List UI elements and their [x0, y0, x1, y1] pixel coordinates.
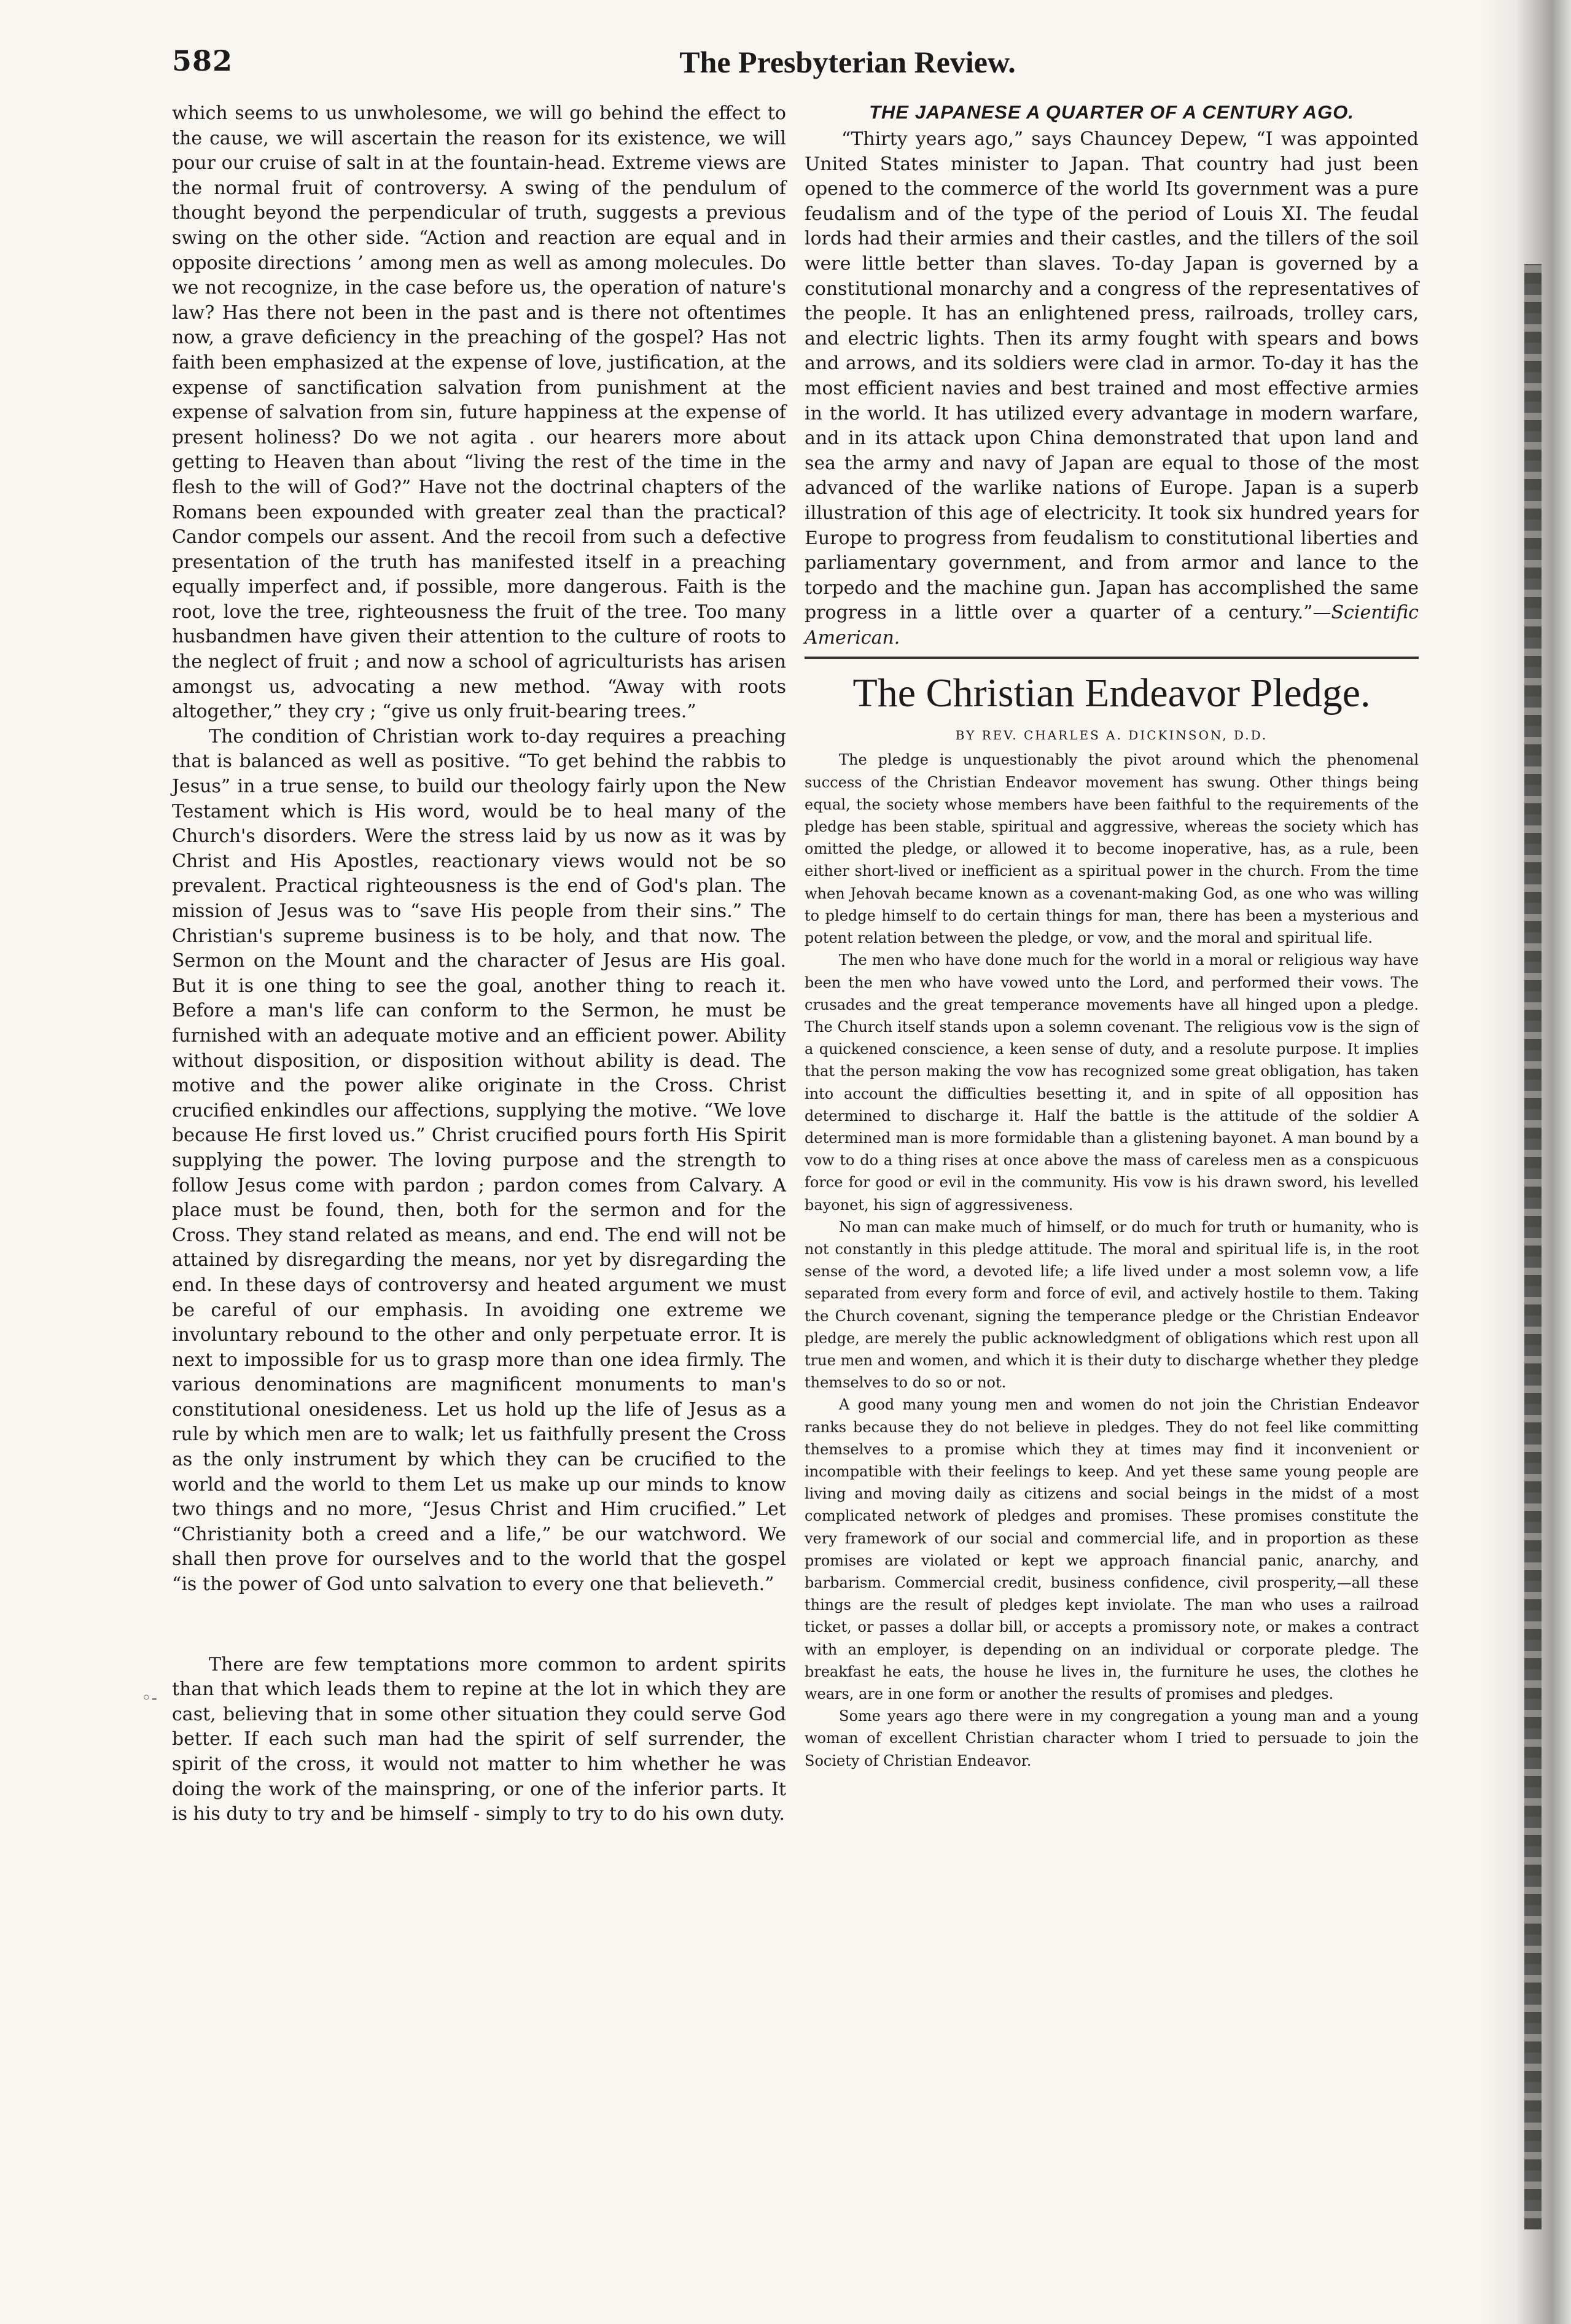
- article-paragraph-3: No man can make much of himself, or do much for truth or humanity, who is not constantly in this pledge attitude. The moral and spiritual life is, in the root sense of the word, a devoted life; a life lived under a most solemn vow, a life separated from every form and force of evil, and actively hostile to them. Taking the Church covenant, signing the temperance pledge or the Christian Endeavor pledge, are merely the public acknowledgment of obligations which rest upon all true men and women, and which it is their duty to discharge whether they pledge themselves to do so or not.: [805, 1218, 1419, 1392]
- japan-text: “Thirty years ago,” says Chauncey Depew, “I was appointed United States minister to Japan. That country had just been opened to the commerce of the world Its government was a pure feudalism and of the type of the period of Louis XI. The feudal lords had their armies and their castles, and the tillers of the soil were little better than slaves. To-day Japan is governed by a constitutional monarchy and a congress of the representatives of the people. It has an enlightened press, railroads, trolley cars, and electric lights. Then its army fought with spears and bows and arrows, and its soldiers were clad in armor. To-day it has the most efficient navies and best trained and most effective armies in the world. It has utilized every advantage in modern warfare, and in its attack upon China demonstrated that upon land and sea the army and navy of Japan are equal to those of the most advanced of the warlike nations of Europe. Japan is a superb illustration of this age of electricity. It took six hundred years for Europe to progress from feudalism to constitutional liberties and parliamentary government, and from armor and lance to the torpedo and the machine gun. Japan has accomplished the same progress in a little over a quarter of a century.”—: [805, 128, 1419, 624]
- article-paragraph-1: The pledge is unquestionably the pivot around which the phenomenal success of the Christian Endeavor movement has swung. Other things being equal, the society whose members have been faithful to the requirements of the pledge has been stable, spiritual and aggressive, whereas the society which has omitted the pledge, or allowed it to become inoperative, has, as a rule, been either short-lived or inefficient as a spiritual power in the church. From the time when Jehovah became known as a covenant-making God, as one who was willing to pledge himself to do certain things for man, there has been a mysterious and potent relation between the pledge, or vow, and the moral and spiritual life.: [805, 751, 1419, 947]
- binding-streak: [1524, 264, 1542, 2229]
- article-paragraph-4: A good many young men and women do not join the Christian Endeavor ranks because they do not believe in pledges. They do not feel like committing themselves to a promise which they at times may find it inconvenient or incompatible with their feelings to keep. And yet these same young people are living and moving daily as citizens and social beings in the midst of a most complicated network of pledges and promises. These promises constitute the very framework of our social and commercial life, and in proportion as these promises are violated or kept we approach financial panic, anarchy, and barbarism. Commercial credit, business confidence, civil prosperity,—all these things are the result of pledges kept inviolate. The man who uses a railroad ticket, or passes a dollar bill, or accepts a promissory note, or makes a contract with an employer, is depending on an individual or corporate pledge. The breakfast he eats, the house he lives in, the furniture he uses, the clothes he wears, are in one form or another the results of promises and pledges.: [805, 1396, 1419, 1702]
- japan-paragraph: [805, 127, 1419, 650]
- margin-mark-icon: ◦-: [141, 1688, 157, 1708]
- section-heading: THE JAPANESE A QUARTER OF A CENTURY AGO.: [869, 101, 1354, 123]
- left-paragraph-2: The condition of Christian work to-day requires a preaching that is balanced as well as positive. “To get behind the rabbis to Jesus” in a true sense, to build our theology fairly upon the New Testament which is His word, would be to heal many of the Church's disorders. Were the stress laid by us now as it was by Christ and His Apostles, reactionary views would not be so prevalent. Practical righteousness is the end of God's plan. The mission of Jesus was to “save His people from their sins.” The Christian's supreme business is to be holy, and that now. The Sermon on the Mount and the character of Jesus are His goal. But it is one thing to see the goal, another thing to reach it. Before a man's life can conform to the Sermon, he must be furnished with an adequate motive and an efficient power. Ability without disposition, or disposition without ability is dead. The motive and the power alike originate in the Cross. Christ crucified enkindles our affections, supplying the motive. “We love because He first loved us.” Christ crucified pours forth His Spirit supplying the power. The loving purpose and the strength to follow Jesus come with pardon ; pardon comes from Calvary. A place must be found, then, both for the sermon and for the Cross. They stand related as means, and end. The end will not be attained by disregarding the means, nor yet by disregarding the end. In these days of controversy and heated argument we must be careful of our emphasis. In avoiding one extreme we involuntary rebound to the other and only perpetuate error. It is next to impossible for us to grasp more than one idea firmly. The various denominations are magnificent monuments to man's constitutional onesideness. Let us hold up the life of Jesus as a rule by which men are to walk; let us faithfully present the Cross as the only instrument by which they can be crucified to the world and the world to them Let us make up our minds to know two things and no more, “Jesus Christ and Him crucified.” Let “Christianity both a creed and a life,” be our watchword. We shall then prove for ourselves and to the world that the gospel “is the power of God unto salvation to every one that believeth.”: [172, 725, 786, 1596]
- page-header: [172, 44, 1400, 87]
- paragraph-gap: [172, 1597, 786, 1653]
- article-paragraph-2: The men who have done much for the world in a moral or religious way have been the men who have vowed unto the Lord, and performed their vows. The crusades and the great temperance movements have all hinged upon a pledge. The Church itself stands upon a solemn covenant. The religious vow is the sign of a quickened conscience, a keen sense of duty, and a resolute purpose. It implies that the person making the vow has recognized some great obligation, has taken into account the difficulties besetting it, and in spite of all opposition has determined to discharge it. Half the battle is the attitude of the soldier A determined man is more formidable than a glistening bayonet. A man bound by a vow to do a thing rises at once above the mass of careless men as a conspicuous force for good or evil in the community. His vow is his drawn sword, his levelled bayonet, his sign of aggressiveness.: [805, 951, 1419, 1214]
- left-column: [172, 101, 786, 1827]
- source-attribution: Scientific American.: [805, 602, 1419, 649]
- page-number: 582: [172, 44, 233, 77]
- article-title: The Christian Endeavor Pledge.: [852, 671, 1371, 716]
- article-paragraph-5: Some years ago there were in my congregation a young man and a young woman of excellent Christian character whom I tried to persuade to join the Society of Christian Endeavor.: [805, 1707, 1419, 1769]
- left-paragraph-3: There are few temptations more common to ardent spirits than that which leads them to repine at the lot in which they are cast, believing that in some other situation they could serve God better. If each such man had the spirit of self surrender, the spirit of the cross, it would not matter to him whether he was doing the work of the mainspring, or one of the inferior parts. It is his duty to try and be himself - simply to try to do his own duty.: [172, 1653, 786, 1825]
- section-divider: [805, 657, 1419, 659]
- byline: BY REV. CHARLES A. DICKINSON, D.D.: [955, 728, 1268, 743]
- right-column: [805, 101, 1419, 1772]
- running-title: The Presbyterian Review.: [679, 45, 1016, 79]
- left-paragraph-1: which seems to us unwholesome, we will go behind the effect to the cause, we will ascertain the reason for its existence, we will pour our cruise of salt in at the fountain-head. Extreme views are the normal fruit of controversy. A swing of the pendulum of thought beyond the perpendicular of truth, suggests a previous swing on the other side. “Action and reaction are equal and in opposite directions ’ among men as well as among molecules. Do we not recognize, in the case before us, the operation of nature's law? Has there not been in the past and is there not oftentimes now, a grave deficiency in the preaching of the gospel? Has not faith been emphasized at the expense of love, justification, at the expense of sanctification salvation from punishment at the expense of salvation from sin, future happiness at the expense of present holiness? Do we not agita . our hearers more about getting to Heaven than about “living the rest of the time in the flesh to the will of God?” Have not the doctrinal chapters of the Romans been expounded with greater zeal than the practical? Candor compels our assent. And the recoil from such a defective presentation of the truth has manifested itself in a preaching equally imperfect and, if possible, more dangerous. Faith is the root, love the tree, righteousness the fruit of the tree. Too many husbandmen have given their attention to the culture of roots to the neglect of fruit ; and now a school of agriculturists has arisen amongst us, advocating a new method. “Away with roots altogether,” they cry ; “give us only fruit-bearing trees.”: [172, 103, 786, 723]
